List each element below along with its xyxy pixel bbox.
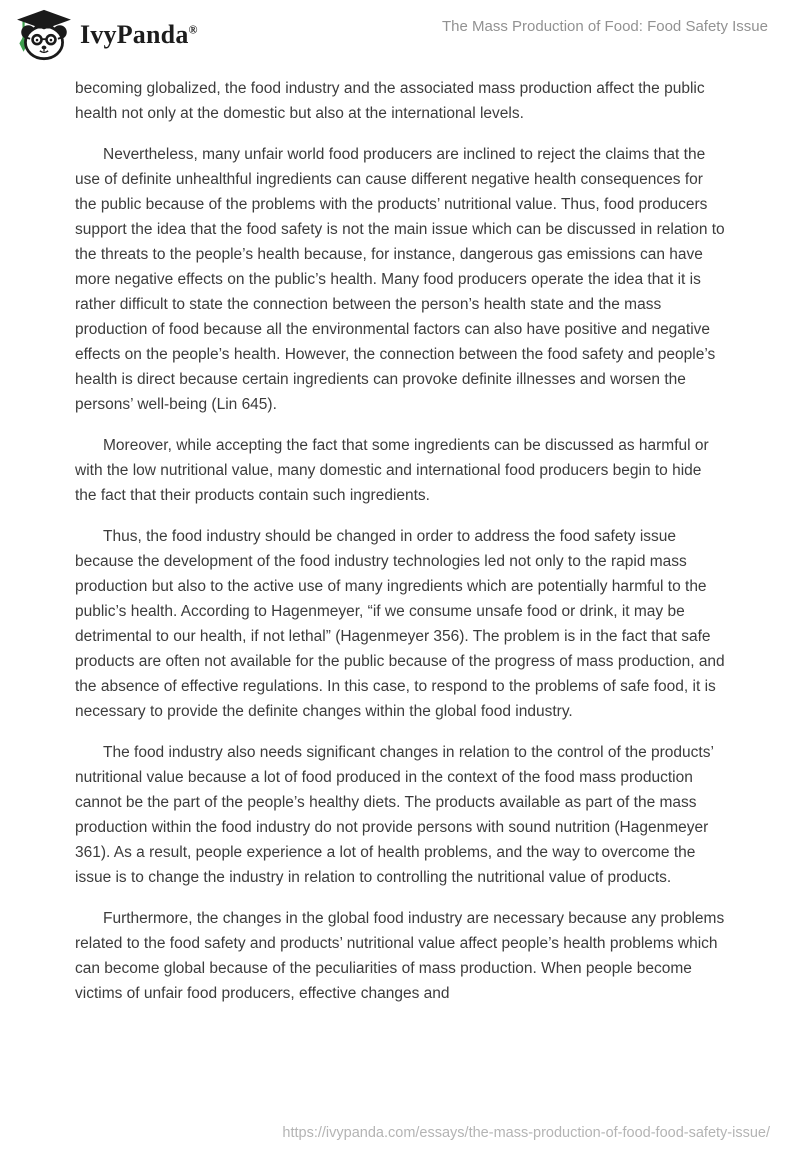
panda-graduate-icon [13,9,75,61]
source-url-link[interactable]: https://ivypanda.com/essays/the-mass-production-of-food-food-safety-issue/ [282,1125,770,1141]
document-title: The Mass Production of Food: Food Safety Issue [441,18,768,35]
paragraph: Thus, the food industry should be changed in order to address the food safety issue because the development of the food industry technologies led not only to the rapid mass production but also to the active use of many ingredients which are potentially harmful to the public’s health. According to Hagenmeyer, “if we consume unsafe food or drink, it may be detrimental to our health, if not lethal” (Hagenmeyer 356). The problem is in the fact that safe products are often not available for the public because of the progress of mass production, and the absence of effective regulations. In this case, to respond to the problems of safe food, it is necessary to provide the definite changes within the global food industry. [75,528,725,720]
paragraph: Furthermore, the changes in the global food industry are necessary because any problems related to the food safety and products’ nutritional value affect people’s health problems which can become global because of the peculiarities of mass production. When people become victims of unfair food producers, effective changes and [75,910,725,1002]
paragraph: Moreover, while accepting the fact that some ingredients can be discussed as harmful or with the low nutritional value, many domestic and international food producers begin to hide the fact that their products contain such ingredients. [75,437,709,504]
header [0,0,800,62]
essay-body [75,76,727,1006]
brand-name: IvyPanda® [80,20,198,49]
registered-trademark: ® [188,22,198,37]
paragraph: The food industry also needs significant changes in relation to the control of the products’ nutritional value because a lot of food produced in the context of the food mass production cannot be the part of the people’s healthy diets. The products available as part of the mass production within the food industry do not provide persons with sound nutrition (Hagenmeyer 361). As a result, people experience a lot of health problems, and the way to overcome the issue is to change the industry in relation to controlling the nutritional value of products. [75,744,714,886]
paragraph: Nevertheless, many unfair world food producers are inclined to reject the claims that the use of definite unhealthful ingredients can cause different negative health consequences for the public because of the problems with the products’ nutritional value. Thus, food producers support the idea that the food safety is not the main issue which can be discussed in relation to the threats to the people’s health because, for instance, dangerous gas emissions can have more negative effects on the public’s health. Many food producers operate the idea that it is rather difficult to state the connection between the person’s health state and the mass production of food because all the environmental factors can also have positive and negative effects on the people’s health. However, the connection between the food safety and people’s health is direct because certain ingredients can provoke definite illnesses and worsen the persons’ well-being (Lin 645). [75,146,725,413]
brand-logo [13,9,198,61]
paragraph: becoming globalized, the food industry and the associated mass production affect the public health not only at the domestic but also at the international levels. [75,80,705,122]
